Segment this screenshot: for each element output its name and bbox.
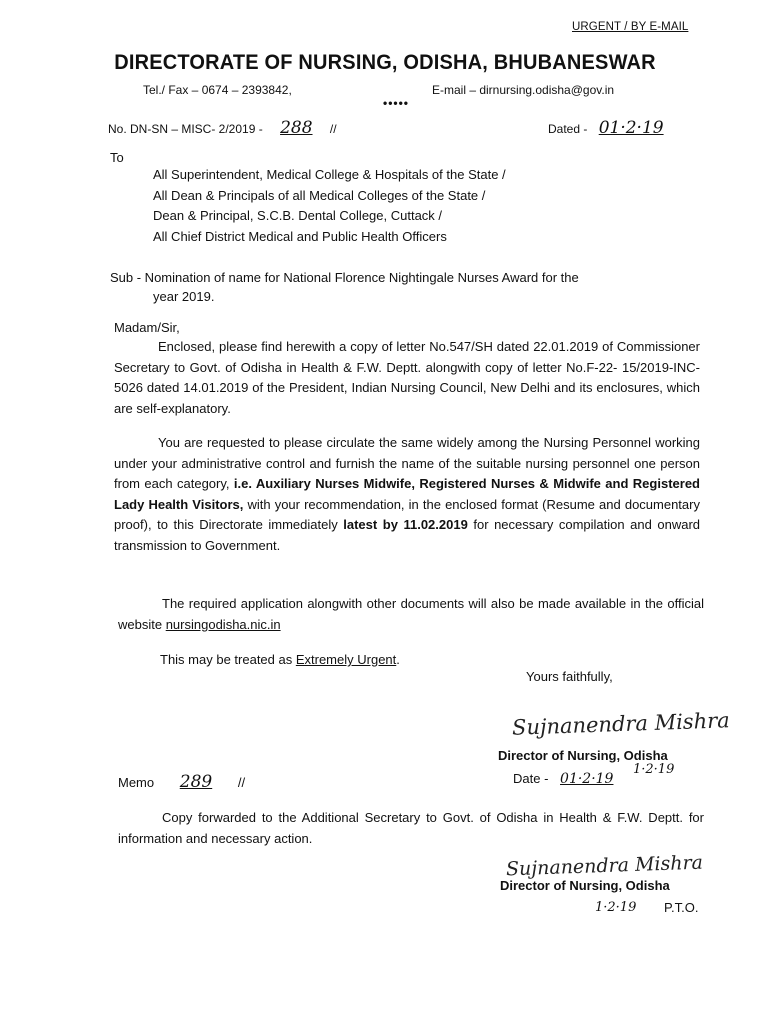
paragraph-urgent <box>160 652 400 667</box>
recipient-line: All Chief District Medical and Public Health Officers <box>153 229 447 244</box>
signature-1-extra-date: 1·2·19 <box>633 762 675 777</box>
signature-2-date: 1·2·19 <box>595 900 637 915</box>
extremely-urgent: Extremely Urgent <box>295 652 397 667</box>
telephone-fax: Tel./ Fax – 0674 – 2393842, <box>143 83 292 97</box>
request-text-1: You are requested to please circulate the same widely among the Nursing Personnel working under your administrative control and furnish the name of the suitable nursing personnel one person from each category, <box>114 435 700 491</box>
subject <box>110 268 700 306</box>
paragraph-website <box>118 594 704 635</box>
date-label: Date - <box>513 771 549 786</box>
memo-label: Memo <box>118 775 155 790</box>
dated-handwritten: 01·2·19 <box>598 118 664 138</box>
request-text-2: with your recommendation, in the enclosed format (Resume and documentary proof), to this Directorate immediately <box>114 496 700 532</box>
signature-1-date <box>513 771 641 787</box>
urgent-text: This may be treated as <box>160 652 296 667</box>
website-text: The required application alongwith other documents will also be made available in the official website <box>118 596 704 632</box>
memo-handwritten-number: 289 <box>179 772 213 792</box>
request-text-3: for necessary compilation and onward transmission to Government. <box>114 517 701 553</box>
urgent-end: . <box>396 652 400 667</box>
memo-line <box>118 772 245 792</box>
dated-label: Dated - <box>548 122 588 136</box>
recipient-line: All Dean & Principals of all Medical Colleges of the State / <box>153 188 486 203</box>
to-label: To <box>110 150 124 165</box>
copy-forwarded: Copy forwarded to the Additional Secretary to Govt. of Odisha in Health & F.W. Deptt. for information and necessary action. <box>118 810 704 846</box>
recipient-line: Dean & Principal, S.C.B. Dental College, Cuttack / <box>153 208 443 223</box>
subject-line-1: Sub - Nomination of name for National Florence Nightingale Nurses Award for the <box>110 270 579 285</box>
letterhead-title: DIRECTORATE OF NURSING, ODISHA, BHUBANESWAR <box>114 50 656 74</box>
paragraph-enclosure: Enclosed, please find herewith a copy of letter No.547/SH dated 22.01.2019 of Commissioner Secretary to Govt. of Odisha in Health & F.W. Deptt. alongwith copy of letter No.F-22- 15/2019-INC- 5026 dated 14.01.2019 of the President, Indian Nursing Council, New Delhi and its enclosures, which are self-explanatory. <box>114 339 700 416</box>
reference-number <box>108 118 337 138</box>
closing: Yours faithfully, <box>526 669 613 684</box>
subject-line-2: year 2019. <box>153 289 215 304</box>
recipient-line: All Superintendent, Medical College & Hospitals of the State / <box>153 167 506 182</box>
urgent-label: URGENT / BY E-MAIL <box>572 21 689 33</box>
designation-1: Director of Nursing, Odisha <box>498 748 668 763</box>
signature-1: Sujnanendra Mishra <box>511 708 731 740</box>
dated-field <box>548 118 672 138</box>
reference-suffix: // <box>329 122 337 136</box>
request-deadline: latest by 11.02.2019 <box>343 517 468 532</box>
memo-suffix: // <box>237 775 246 790</box>
pto-label: P.T.O. <box>664 900 699 915</box>
designation-2: Director of Nursing, Odisha <box>500 878 670 893</box>
reference-prefix: No. DN-SN – MISC- 2/2019 - <box>108 122 263 136</box>
website-link[interactable]: nursingodisha.nic.in <box>165 616 281 632</box>
signature-2: Sujnanendra Mishra <box>505 851 704 881</box>
salutation: Madam/Sir, <box>114 320 180 335</box>
reference-handwritten-number: 288 <box>280 118 313 138</box>
header-divider-dots: ••••• <box>383 96 410 110</box>
email-address: E-mail – dirnursing.odisha@gov.in <box>432 83 615 97</box>
paragraph-request <box>114 433 700 556</box>
date-handwritten: 01·2·19 <box>560 771 614 787</box>
request-categories: i.e. Auxiliary Nurses Midwife, Registered Nurses & Midwife and Registered Lady Health Visitors, <box>114 476 700 512</box>
